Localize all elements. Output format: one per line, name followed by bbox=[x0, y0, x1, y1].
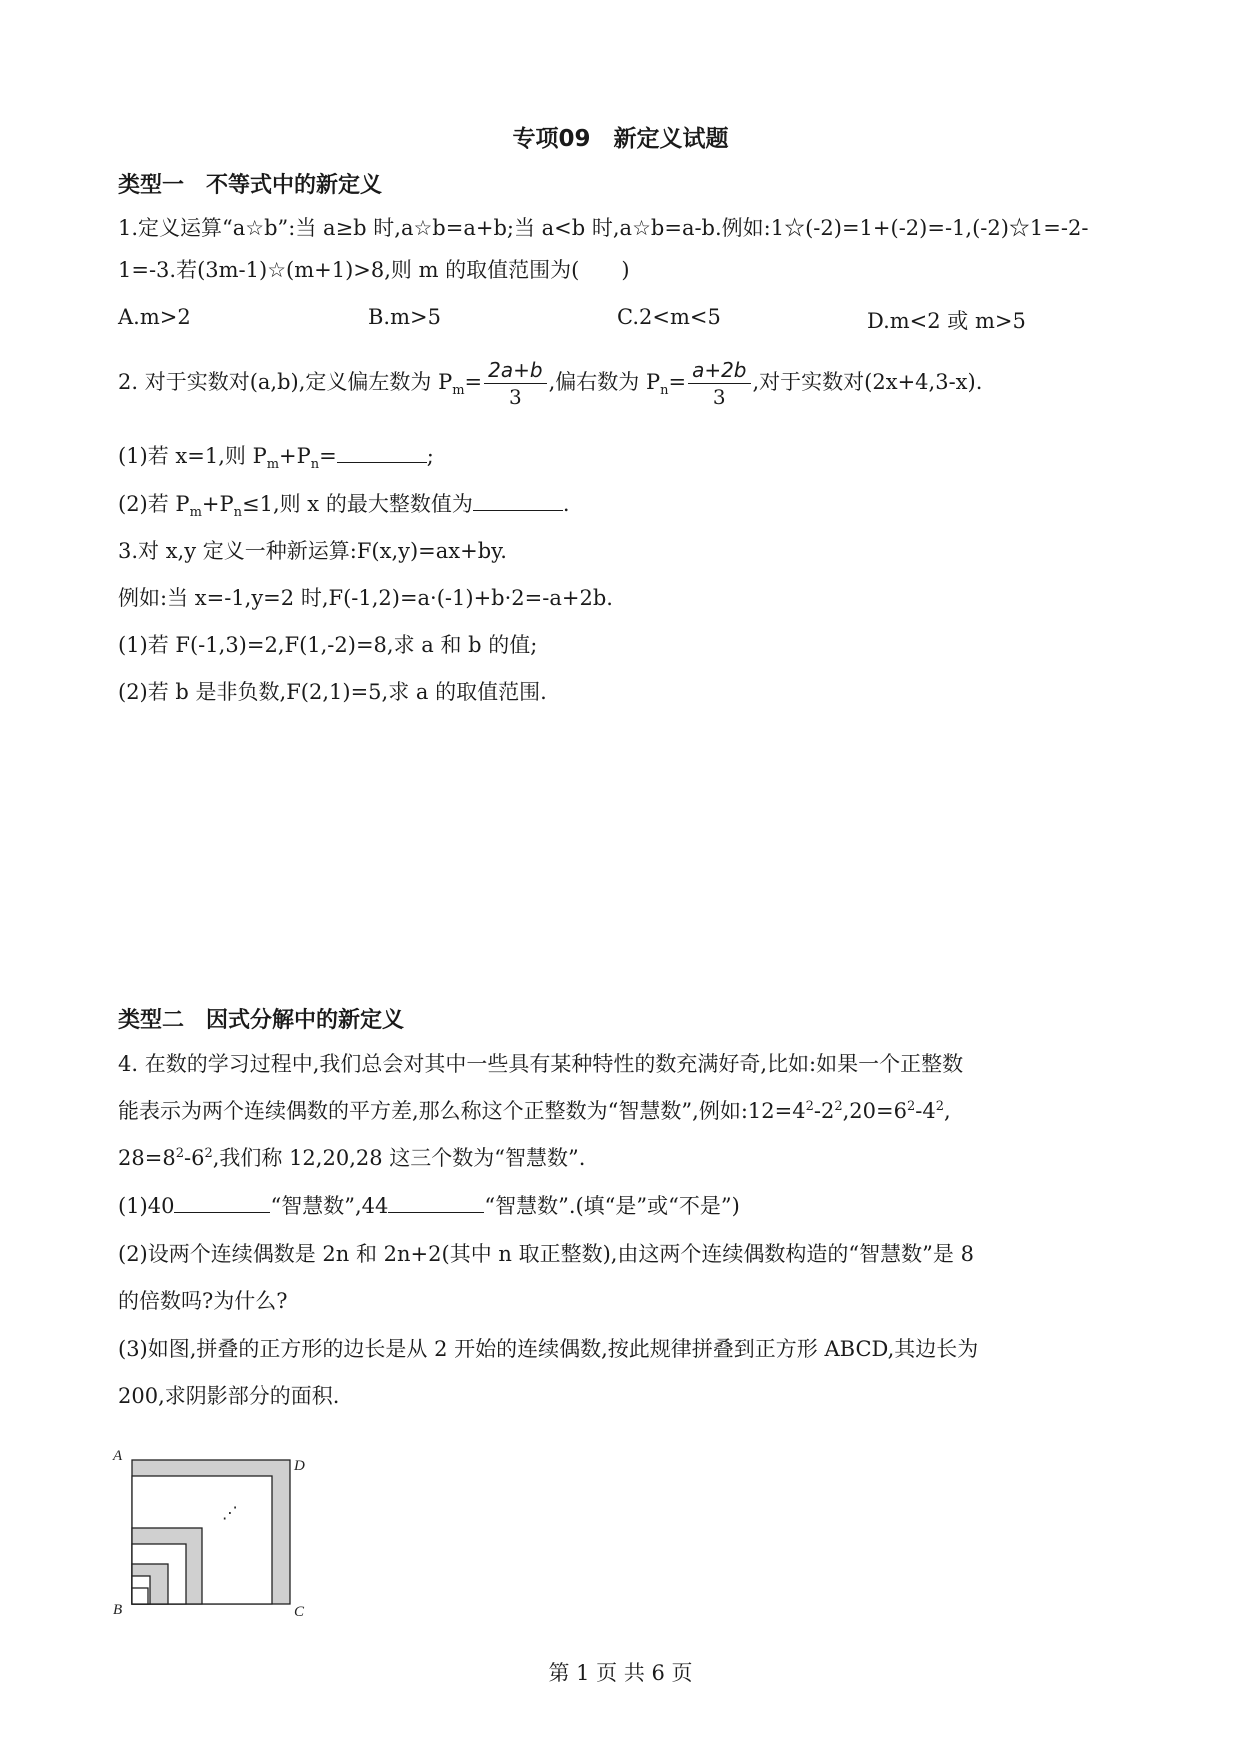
label-d: D bbox=[294, 1458, 305, 1474]
q3-line3: (1)若 F(-1,3)=2,F(1,-2)=8,求 a 和 b 的值; bbox=[118, 633, 538, 657]
answer-blank[interactable] bbox=[337, 444, 427, 463]
q4-line1: 4. 在数的学习过程中,我们总会对其中一些具有某种特性的数充满好奇,比如:如果一个正整数 bbox=[118, 1052, 964, 1076]
section2-heading: 类型二 因式分解中的新定义 bbox=[118, 1008, 405, 1033]
answer-blank[interactable] bbox=[473, 492, 563, 511]
q4-part2-line2: 的倍数吗?为什么? bbox=[118, 1289, 288, 1313]
q1-option-c: C.2<m<5 bbox=[617, 305, 721, 329]
q3-line1: 3.对 x,y 定义一种新运算:F(x,y)=ax+by. bbox=[118, 539, 507, 563]
q2-intro: 2. 对于实数对(a,b),定义偏左数为 $P_m=$ $\frac{2a+b}{3}$ ,偏右数为 $P_n=$ $\frac{a+2b}{3}$ ,对于实数对(2x+4,3-x). bbox=[118, 358, 983, 409]
q1-option-b: B.m>5 bbox=[368, 305, 441, 329]
q4-line2: 能表示为两个连续偶数的平方差,那么称这个正整数为“智慧数”,例如$:12=4^2-2^2,20=6^2-4^2$, bbox=[118, 1099, 951, 1123]
label-b: B bbox=[113, 1602, 123, 1618]
q4-part3-line1: (3)如图,拼叠的正方形的边长是从 2 开始的连续偶数,按此规律拼叠到正方形 ABCD,其边长为 bbox=[118, 1337, 979, 1361]
section1-heading: 类型一 不等式中的新定义 bbox=[118, 173, 383, 198]
q1-line2: 1=-3.若(3m-1)☆(m+1)>8,则 m 的取值范围为( ) bbox=[118, 258, 630, 282]
nested-squares-figure bbox=[112, 1448, 312, 1618]
page-title: 专项09 新定义试题 bbox=[512, 126, 729, 152]
q4-part2-line1: (2)设两个连续偶数是 2n 和 2n+2(其中 n 取正整数),由这两个连续偶数构造的“智慧数”是 8 bbox=[118, 1242, 974, 1266]
q4-line3: $28=8^2-6^2$,我们称 12,20,28 这三个数为“智慧数”. bbox=[118, 1146, 586, 1170]
answer-blank[interactable] bbox=[174, 1194, 270, 1213]
answer-blank[interactable] bbox=[388, 1194, 484, 1213]
q3-line4: (2)若 b 是非负数,F(2,1)=5,求 a 的取值范围. bbox=[118, 680, 547, 704]
q2-part1: (1)若 x=1,则 $P_m+P_n=$ ; bbox=[118, 444, 434, 473]
q3-line2: 例如:当 x=-1,y=2 时,F(-1,2)=a·(-1)+b·2=-a+2b. bbox=[118, 586, 613, 610]
q2-part2: (2)若 $P_m+P_n\le 1$,则 x 的最大整数值为 . bbox=[118, 492, 570, 521]
q4-part1: (1)40 “智慧数”,44 “智慧数”.(填“是”或“不是”) bbox=[118, 1194, 740, 1218]
page-number: 第 1 页 共 6 页 bbox=[548, 1661, 693, 1685]
label-c: C bbox=[294, 1604, 305, 1618]
q1-option-d: D.m<2 或 m>5 bbox=[867, 309, 1026, 333]
label-a: A bbox=[113, 1448, 123, 1464]
ellipsis-icon: ⋰ bbox=[222, 1503, 238, 1522]
fraction-left: $\frac{2a+b}{3}$ bbox=[484, 357, 546, 410]
q1-line1: 1.定义运算“a☆b”:当 a≥b 时,a☆b=a+b;当 a<b 时,a☆b=a-b.例如:1☆(-2)=1+(-2)=-1,(-2)☆1=-2- bbox=[118, 216, 1089, 240]
q4-part3-line2: 200,求阴影部分的面积. bbox=[118, 1384, 340, 1408]
q1-option-a: A.m>2 bbox=[118, 305, 191, 329]
fraction-right: $\frac{a+2b}{3}$ bbox=[688, 357, 750, 410]
